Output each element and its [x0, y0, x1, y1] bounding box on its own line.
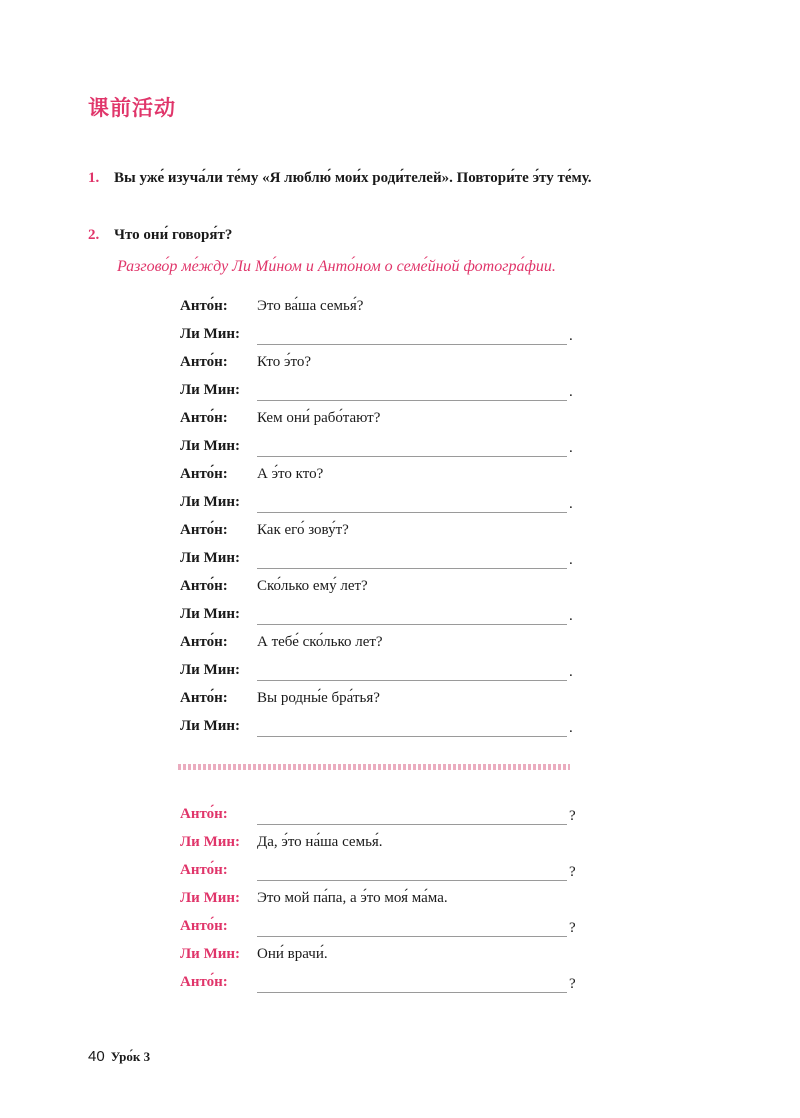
speaker-label: Анто́н: — [180, 806, 228, 822]
dialog-line: Как его́ зову́т? — [257, 522, 349, 538]
end-punctuation: . — [569, 720, 573, 736]
dialog-line: Кем они́ рабо́тают? — [257, 410, 381, 426]
speaker-label: Ли Мин: — [180, 438, 241, 454]
dialog-row — [180, 436, 600, 464]
task-1-number: 1. — [88, 170, 100, 186]
lesson-label: Уро́к 3 — [110, 1049, 151, 1064]
dialog-row — [180, 944, 600, 972]
dialog-row — [180, 576, 600, 604]
speaker-label: Анто́н: — [180, 974, 228, 990]
answer-blank[interactable] — [257, 736, 567, 737]
dialog-line: Кто э́то? — [257, 354, 311, 370]
speaker-label: Ли Мин: — [180, 606, 241, 622]
answer-blank[interactable] — [257, 512, 567, 513]
dialog-row — [180, 632, 600, 660]
speaker-label: Анто́н: — [180, 862, 228, 878]
dialog-line: А э́то кто? — [257, 466, 324, 482]
answer-blank[interactable] — [257, 624, 567, 625]
task-2 — [88, 227, 232, 244]
dialog-line: А тебе́ ско́лько лет? — [257, 634, 383, 650]
speaker-label: Анто́н: — [180, 634, 228, 650]
end-punctuation: ? — [569, 864, 576, 880]
dialog-row — [180, 972, 600, 1000]
task-1 — [88, 170, 591, 187]
speaker-label: Ли Мин: — [180, 834, 241, 850]
end-punctuation: ? — [569, 976, 576, 992]
answer-blank[interactable] — [257, 456, 567, 457]
speaker-label: Ли Мин: — [180, 382, 241, 398]
end-punctuation: ? — [569, 920, 576, 936]
page-title: 课前活动 — [88, 96, 176, 120]
dialog-row — [180, 324, 600, 352]
dialog-row — [180, 548, 600, 576]
speaker-label: Ли Мин: — [180, 494, 241, 510]
answer-blank[interactable] — [257, 992, 567, 993]
task-2-number: 2. — [88, 227, 100, 243]
speaker-label: Ли Мин: — [180, 946, 241, 962]
dialog-row — [180, 716, 600, 744]
speaker-label: Ли Мин: — [180, 550, 241, 566]
dialog-row — [180, 352, 600, 380]
speaker-label: Ли Мин: — [180, 890, 241, 906]
speaker-label: Анто́н: — [180, 354, 228, 370]
dialog-line: Это ва́ша семья́? — [257, 298, 364, 314]
task-2-text: Что они́ говоря́т? — [114, 227, 233, 243]
end-punctuation: . — [569, 440, 573, 456]
dialog-row — [180, 832, 600, 860]
dialog-line: Вы родны́е бра́тья? — [257, 690, 380, 706]
end-punctuation: . — [569, 664, 573, 680]
speaker-label: Анто́н: — [180, 690, 228, 706]
answer-blank[interactable] — [257, 936, 567, 937]
dialog-line: Это мой па́па, а э́то моя́ ма́ма. — [257, 890, 448, 906]
end-punctuation: . — [569, 328, 573, 344]
dialog-line: Ско́лько ему́ лет? — [257, 578, 368, 594]
dialog-row — [180, 296, 600, 324]
speaker-label: Ли Мин: — [180, 662, 241, 678]
dialog-row — [180, 492, 600, 520]
answer-blank[interactable] — [257, 680, 567, 681]
answer-blank[interactable] — [257, 344, 567, 345]
dialog-row — [180, 688, 600, 716]
dialog-row — [180, 520, 600, 548]
dialog-2 — [180, 804, 600, 1000]
dialog-line: Да, э́то на́ша семья́. — [257, 834, 383, 850]
answer-blank[interactable] — [257, 824, 567, 825]
speaker-label: Анто́н: — [180, 466, 228, 482]
end-punctuation: . — [569, 552, 573, 568]
answer-blank[interactable] — [257, 880, 567, 881]
end-punctuation: . — [569, 384, 573, 400]
dialog-row — [180, 888, 600, 916]
dialog-subtitle: Разгово́р ме́жду Ли Ми́ном и Анто́ном о семе́йной фотогра́фии. — [117, 258, 556, 275]
speaker-label: Анто́н: — [180, 410, 228, 426]
task-1-text: Вы уже́ изуча́ли те́му «Я люблю́ мои́х роди́телей». Повтори́те э́ту те́му. — [114, 170, 592, 186]
dialog-line: Они́ врачи́. — [257, 946, 328, 962]
speaker-label: Ли Мин: — [180, 718, 241, 734]
dialog-row — [180, 604, 600, 632]
dialog-row — [180, 916, 600, 944]
end-punctuation: . — [569, 608, 573, 624]
dialog-row — [180, 860, 600, 888]
dialog-row — [180, 804, 600, 832]
dialog-row — [180, 408, 600, 436]
dialog-row — [180, 660, 600, 688]
answer-blank[interactable] — [257, 400, 567, 401]
end-punctuation: . — [569, 496, 573, 512]
end-punctuation: ? — [569, 808, 576, 824]
speaker-label: Анто́н: — [180, 578, 228, 594]
section-divider — [178, 764, 570, 770]
speaker-label: Анто́н: — [180, 522, 228, 538]
dialog-row — [180, 380, 600, 408]
page-number: 40 — [88, 1048, 105, 1065]
speaker-label: Анто́н: — [180, 918, 228, 934]
dialog-1 — [180, 296, 600, 744]
speaker-label: Анто́н: — [180, 298, 228, 314]
speaker-label: Ли Мин: — [180, 326, 241, 342]
answer-blank[interactable] — [257, 568, 567, 569]
dialog-row — [180, 464, 600, 492]
page-footer — [88, 1048, 150, 1066]
